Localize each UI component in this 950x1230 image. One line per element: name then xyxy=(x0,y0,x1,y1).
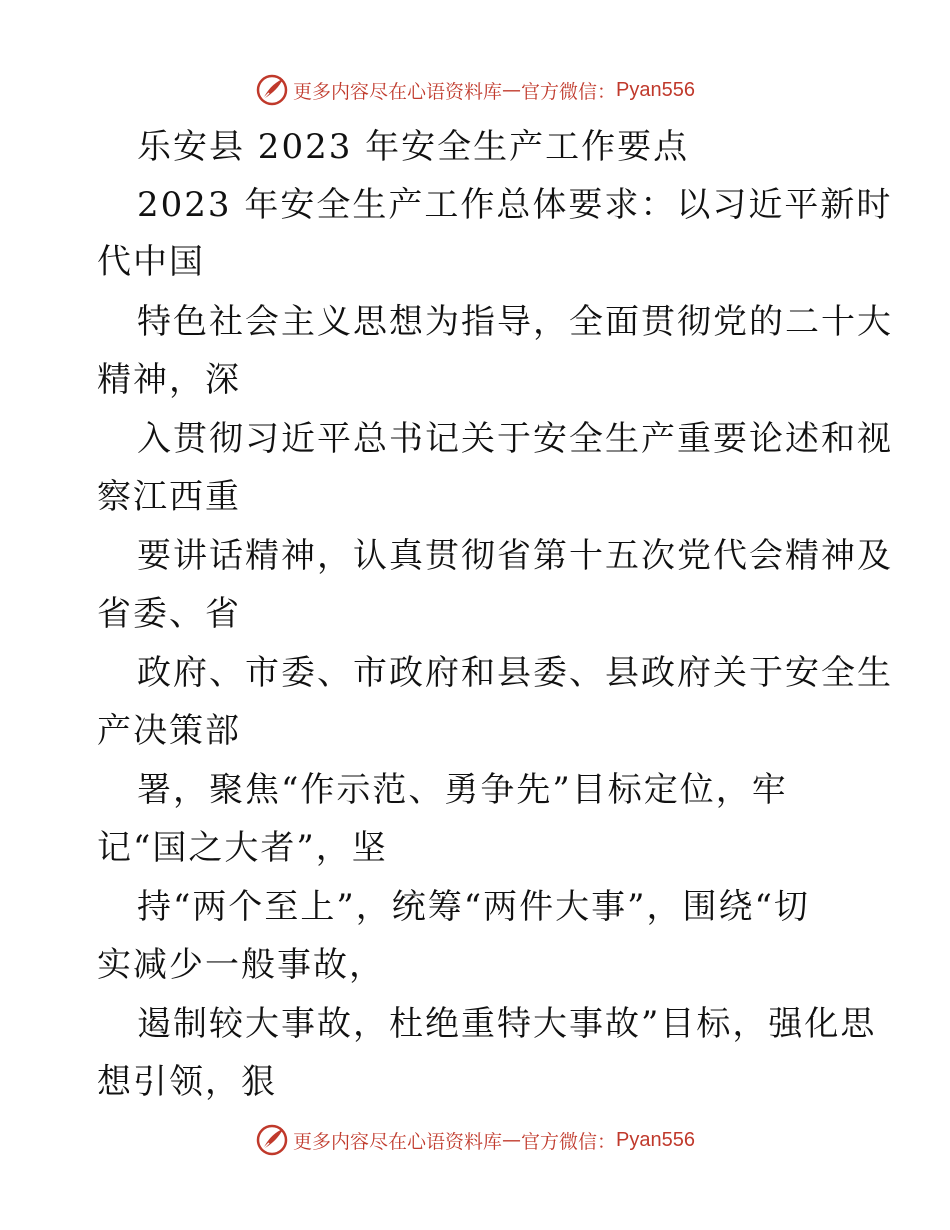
document-line: 持“两个至上”，统筹“两件大事”，围绕“切 xyxy=(137,887,810,927)
document-line: 察江西重 xyxy=(97,477,241,517)
watermark-wechat-label: 官方微信： xyxy=(521,1130,617,1153)
document-line: 遏制较大事故，杜绝重特大事故”目标，强化思 xyxy=(137,1004,877,1044)
watermark-site-text: 更多内容尽在心语资料库 xyxy=(293,80,503,103)
document-line: 代中国 xyxy=(97,242,205,282)
document-line: 入贯彻习近平总书记关于安全生产重要论述和视 xyxy=(137,419,893,459)
watermark-banner-bottom xyxy=(0,1120,950,1160)
watermark-site-text: 更多内容尽在心语资料库 xyxy=(293,1130,503,1153)
document-line: 想引领，狠 xyxy=(97,1062,277,1102)
document-title: 乐安县 2023 年安全生产工作要点 xyxy=(137,127,690,167)
watermark-wechat-id: Pyan556 xyxy=(616,1128,695,1151)
document-line: 2023 年安全生产工作总体要求：以习近平新时 xyxy=(137,185,893,225)
quill-pen-logo-icon xyxy=(255,1123,289,1157)
document-line: 精神，深 xyxy=(97,360,241,400)
watermark-wechat-id: Pyan556 xyxy=(616,78,695,101)
document-line: 特色社会主义思想为指导，全面贯彻党的二十大 xyxy=(137,302,893,342)
document-line: 实减少一般事故， xyxy=(97,945,385,985)
document-line: 产决策部 xyxy=(97,711,241,751)
document-line: 要讲话精神，认真贯彻省第十五次党代会精神及 xyxy=(137,536,893,576)
watermark-separator: — xyxy=(502,1129,522,1151)
watermark-separator: — xyxy=(502,79,522,101)
watermark-banner-top xyxy=(0,70,950,110)
watermark-wechat-label: 官方微信： xyxy=(521,80,617,103)
document-line: 政府、市委、市政府和县委、县政府关于安全生 xyxy=(137,653,893,693)
document-line: 记“国之大者”，坚 xyxy=(97,828,388,868)
document-line: 署，聚焦“作示范、勇争先”目标定位，牢 xyxy=(137,770,788,810)
document-line: 省委、省 xyxy=(97,594,241,634)
quill-pen-logo-icon xyxy=(255,73,289,107)
